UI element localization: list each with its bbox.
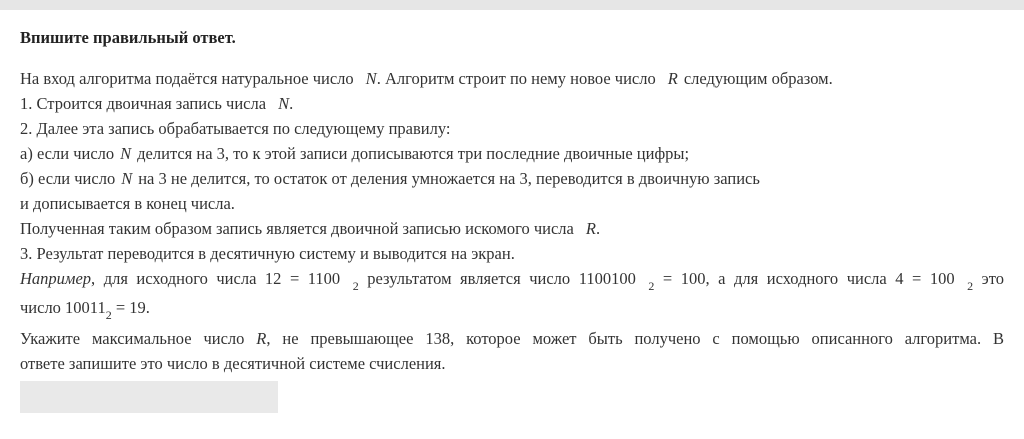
question-text-1: Укажите максимальное число [20, 329, 245, 348]
step-3-line: 3. Результат переводится в десятичную систему и выводится на экран. [20, 244, 515, 263]
example-text-6: = 19. [115, 298, 150, 317]
example-text-1: , для исходного числа 12 = 1100 [91, 269, 341, 288]
result-line [20, 216, 1004, 241]
question-line-2: ответе запишите это число в десятичной системе счисления. [20, 354, 446, 373]
answer-input[interactable] [20, 381, 278, 413]
top-bar [0, 0, 1024, 10]
intro-text-3: следующим образом. [683, 69, 833, 88]
subscript-base: 2 [967, 279, 974, 293]
var-n: N [365, 69, 377, 88]
example-text-3: = 100, а для исходного числа 4 = 100 [662, 269, 955, 288]
step-2b-continuation: и дописывается в конец числа. [20, 194, 235, 213]
step-2a-text-1: а) если число [20, 144, 115, 163]
result-text: Полученная таким образом запись является двоичной записью искомого числа [20, 219, 574, 238]
example-line-1 [20, 266, 1004, 293]
example-text-2: результатом является число 1100100 [367, 269, 636, 288]
question-line-1 [20, 326, 1004, 351]
step-1-text: 1. Строится двоичная запись числа [20, 94, 267, 113]
subscript-base: 2 [352, 279, 359, 293]
var-r: R [667, 69, 678, 88]
var-n: N [120, 144, 132, 163]
example-text-5: число 10011 [20, 298, 106, 317]
var-n: N [278, 94, 290, 113]
step-2b-text-1: б) если число [20, 169, 116, 188]
result-end: . [595, 219, 601, 238]
example-line-2 [20, 293, 1004, 324]
step-2b-text-2: на 3 не делится, то остаток от деления умножается на 3, переводится в двоичную запись [138, 169, 760, 188]
step-2a-text-2: делится на 3, то к этой записи дописываются три последние двоичные цифры; [137, 144, 690, 163]
var-n: N [121, 169, 133, 188]
task-content [20, 26, 1004, 376]
step-2-line: 2. Далее эта запись обрабатывается по следующему правилу: [20, 119, 451, 138]
intro-text-1: На вход алгоритма подаётся натуральное число [20, 69, 354, 88]
var-r: R [256, 329, 267, 348]
task-title: Впишите правильный ответ. [20, 28, 236, 47]
example-label: Например [20, 269, 92, 288]
example-text-4: это [981, 269, 1004, 288]
subscript-base: 2 [105, 308, 112, 322]
intro-text-2: . Алгоритм строит по нему новое число [376, 69, 656, 88]
subscript-base: 2 [648, 279, 655, 293]
step-1-line [20, 91, 1004, 116]
step-1-end: . [289, 94, 294, 113]
question-text-2: , не превышающее 138, которое может быть получено с помощью описанного алгоритма. В [266, 329, 1004, 348]
var-r: R [585, 219, 596, 238]
step-2b-line [20, 166, 1004, 191]
step-2a-line [20, 141, 1004, 166]
intro-line [20, 66, 1004, 91]
